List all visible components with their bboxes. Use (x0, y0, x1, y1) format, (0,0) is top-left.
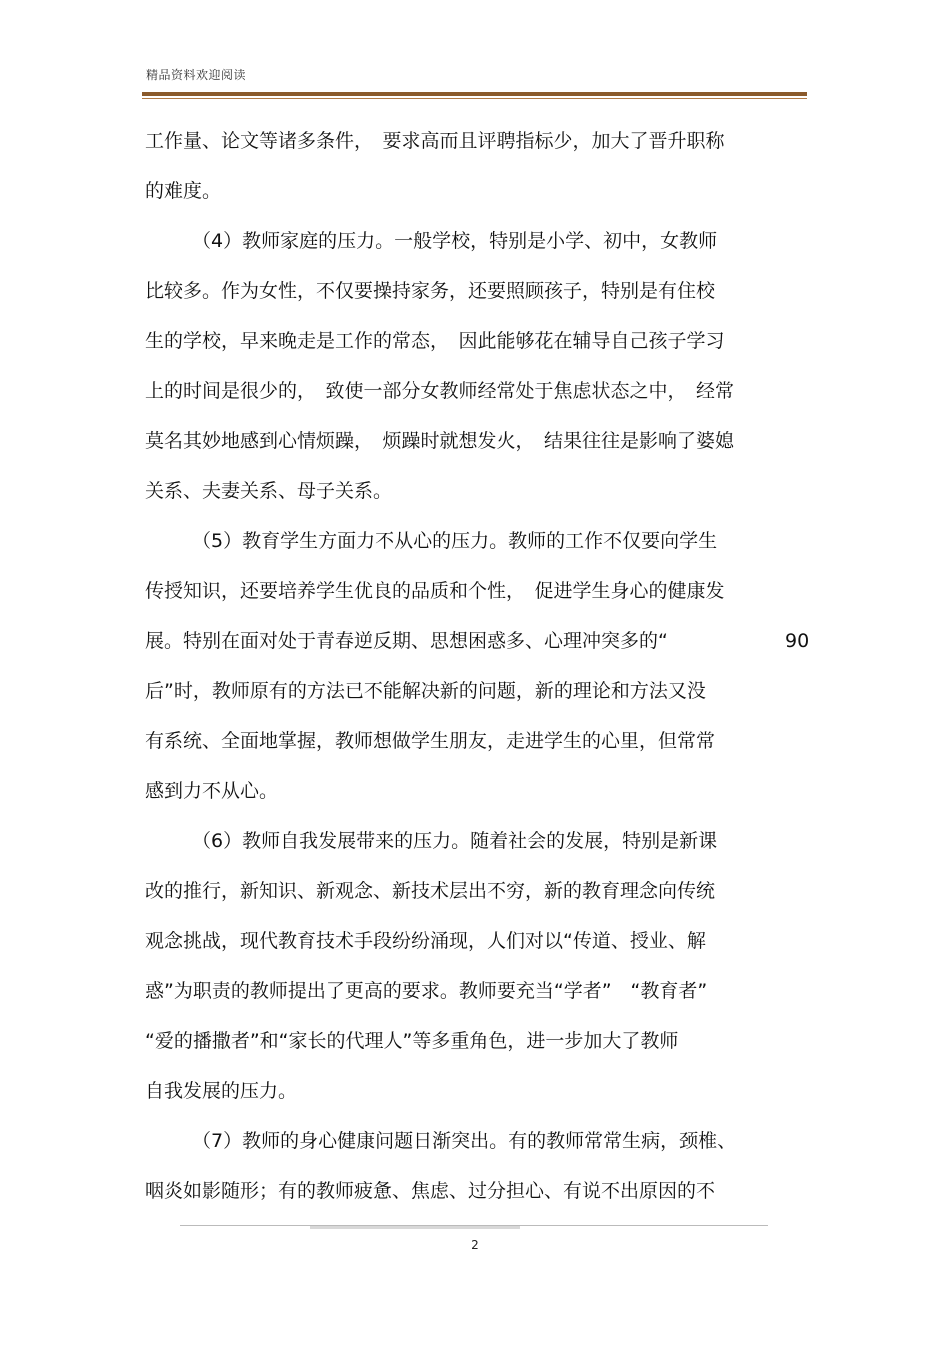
text-line: 传授知识，还要培养学生优良的品质和个性， 促进学生身心的健康发 (145, 580, 725, 602)
text-line: 咽炎如影随形；有的教师疲惫、焦虑、过分担心、有说不出原因的不 (145, 1180, 716, 1202)
footer-rule-shade (310, 1226, 520, 1229)
paragraph-6-start: （6）教师自我发展带来的压力。随着社会的发展，特别是新课 (192, 830, 718, 852)
text-line: 展。特别在面对处于青春逆反期、思想困惑多、心理冲突多的“ (145, 630, 668, 652)
header-rule-thin (142, 98, 807, 99)
header-rule (142, 92, 807, 96)
text-line: “爱的播撒者”和“家长的代理人”等多重角色，进一步加大了教师 (145, 1030, 679, 1052)
page-number: 2 (471, 1238, 479, 1252)
text-line: 改的推行，新知识、新观念、新技术层出不穷，新的教育理念向传统 (145, 880, 716, 902)
text-line: 后”时，教师原有的方法已不能解决新的问题，新的理论和方法又没 (145, 680, 706, 702)
text-line: 莫名其妙地感到心情烦躁， 烦躁时就想发火， 结果往往是影响了婆媳 (145, 430, 735, 452)
text-line: 感到力不从心。 (145, 780, 279, 802)
header-text: 精品资料欢迎阅读 (146, 68, 247, 82)
text-line: 工作量、论文等诸多条件， 要求高而且评聘指标少，加大了晋升职称 (145, 130, 725, 152)
text-line: 生的学校，早来晚走是工作的常态， 因此能够花在辅导自己孩子学习 (145, 330, 725, 352)
paragraph-5-start: （5）教育学生方面力不从心的压力。教师的工作不仅要向学生 (192, 530, 718, 552)
text-line: 关系、夫妻关系、母子关系。 (145, 480, 393, 502)
text-line: 的难度。 (145, 180, 222, 202)
text-line: 上的时间是很少的， 致使一部分女教师经常处于焦虑状态之中， 经常 (145, 380, 735, 402)
paragraph-4-start: （4）教师家庭的压力。一般学校，特别是小学、初中，女教师 (192, 230, 718, 252)
text-line: 有系统、全面地掌握，教师想做学生朋友，走进学生的心里，但常常 (145, 730, 716, 752)
text-line: 观念挑战，现代教育技术手段纷纷涌现，人们对以“传道、授业、解 (145, 930, 706, 952)
text-line: 自我发展的压力。 (145, 1080, 298, 1102)
inline-number: 90 (785, 630, 810, 652)
text-line: 惑”为职责的教师提出了更高的要求。教师要充当“学者” “教育者” (145, 980, 708, 1002)
text-line: 比较多。作为女性，不仅要操持家务，还要照顾孩子，特别是有住校 (145, 280, 716, 302)
paragraph-7-start: （7）教师的身心健康问题日渐突出。有的教师常常生病，颈椎、 (192, 1130, 737, 1152)
